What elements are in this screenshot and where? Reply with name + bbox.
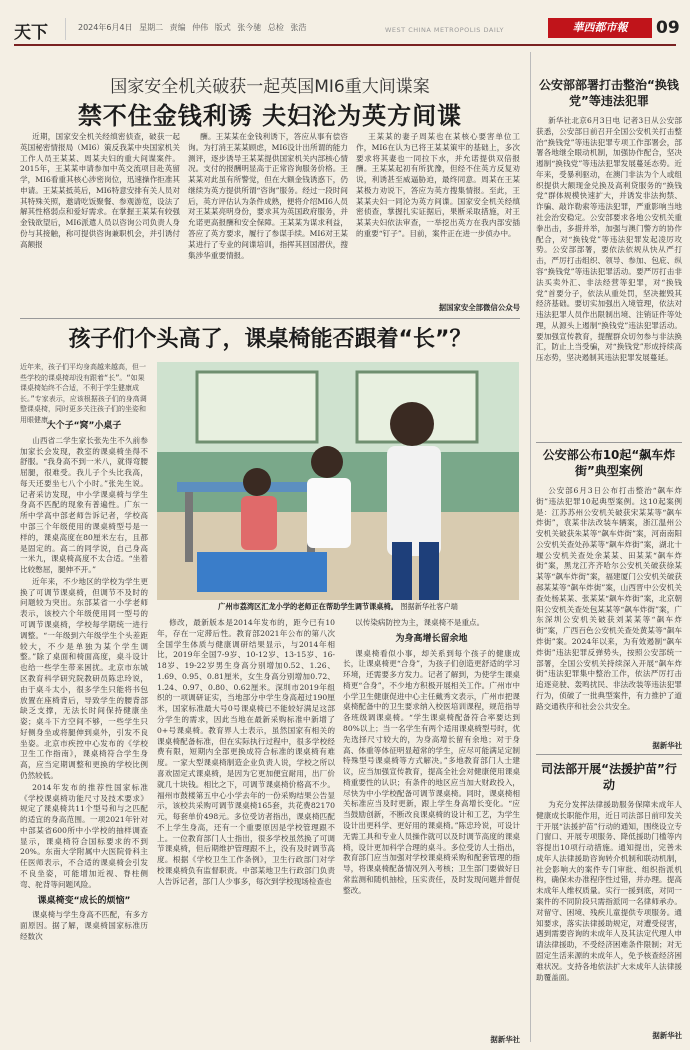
article1-kicker: 国家安全机关破获一起英国MI6重大间谍案 [110, 77, 430, 97]
date: 2024年6月4日 [78, 23, 133, 32]
article1-source: 据国家安全部微信公众号 [438, 303, 520, 312]
right-article-3-source: 据新华社 [652, 1031, 682, 1040]
article1-headline: 禁不住金钱利诱 夫妇沦为英方间谍 [77, 102, 463, 130]
article2-subhead-3: 为身高增长留余地 [395, 633, 468, 644]
header-info [78, 22, 306, 33]
weekday: 星期二 [139, 23, 164, 32]
photo-credit: 图据新华社客户端 [400, 602, 458, 611]
article2-headline: 孩子们个头高了，课桌椅能否跟着“长”？ [68, 327, 472, 352]
right-headline-2: 公安部公布10起“飙车炸街”典型案例 [542, 448, 676, 478]
article2-column-3: 以传染病防控为主，课桌椅不是重点。 为身高增长留余地 课桌椅看似小事，却关系到每个孩子的健康成长，让课桌椅更“合身”，为孩子们创造更舒适的学习环境，还需要多方发力。记者了解到，为使学生课桌椅更“合身”，不少地方积极开展相关工作。广州市中小学卫生健康促进中心主任戴秀文表示，广州市把课桌椅配备中的卫生要求纳入校医培训课程，规范指导各班级调课桌椅。“学生课桌椅配备符合率要达到80%以上；当一名学生有两个适用课桌椅型号时，优先选择尺寸较大的，为身高增长留有余地；对于身高、体重等体征明显超常的学生，应尽可能满足定制特殊型号课桌椅等方式解决。”多地教育部门人士建议，应当加强宣传教育，提高全社会对健康使用课桌椅重要性的认识；有条件的地区应当加大财政投入，尽快为中小学校配备可调节课桌椅。同时，课桌椅相关标准应当及时更新，跟上学生身高增长变化。“应当鼓励创新，不断改良课桌椅的设计和工艺，为学生设计出更科学、更好用的课桌椅。”陈忠玲说，可设计无需工具和专业人员操作就可以及时调节高度的课桌椅，设计更加科学合理的桌斗。多位受访人士指出，教育部门应当加强对学校课桌椅采购和配套管理的指导，将课桌椅配备情况列入考核；卫生部门要做好日常监测和随机抽检，压实责任，及时发现问题并督促整改。 [343, 618, 520, 895]
right-article-3: 为充分发挥法律援助服务保障未成年人健康成长职能作用，近日司法部日前印发关于开展“法援护苗”行动的通知，围绕设立专门窗口、开展专项服务、降低援助门槛等内容提出10项行动措施。通知提出，完善未成年人法律援助咨询转介机制和联动机制，社会影响大的案件专门审批、组织指派机构，确保未办准程序性过错，并办理。提高未成年人维权质量。实行一援到底，对同一案件的不同阶段只需指派同一名律师承办。对留守、困境、残疾儿童提供专项服务。通知要求，落实法律援助规定，对遭受侵害，遇到需要咨询的未成年人及其法定代理人申请法律援助，不受经济困难条件限制；对无固定生活来源的未成年人，免予核查经济困难状况。支持各地依法扩大未成年人法律援助覆盖面。 [536, 800, 682, 982]
header-rule [14, 44, 676, 46]
article2-column-1: 大个子“窝”小桌子 山西省二学生家长张先生不久前参加家长会发现，教室的课桌椅坐得不舒服。“我身高不到一米八，就得弯腰屈腿，很难受。我儿子个头比我高，每天还要坐七八个小时。”张先生说。记者采访发现，中小学课桌椅与学生身高不匹配的现象有普遍性。广东一所中学高中部老师告诉记者，学校高中部三个年级使用的课桌椅型号是一样的，课桌高度在80厘米左右，且都是固定的。高二的同学说，自己身高一米九，课桌椅高度不太合适。“坐着比较憋屈，腿伸不开。” 近年来，不少地区的学校为学生更换了可调节课桌椅，但调节不及时的问题较为突出。东部某省一小学老师表示，该校六个年级使用同一型号的可调节课桌椅，学校每学期统一进行调整。“一年级到六年级学生个头差距较大，不少是单独为某个学生调整。”除了桌面和椅面高度，桌斗设计也给一些学生带来困扰。北京市东城区教育科学研究院教研员陈忠玲说，由于桌斗太小，很多学生只能将书包放置在座椅背后，导致学生的腰背部缺乏支撑，无法长时间保持健康坐姿；桌斗下方空间不够，一些学生只好侧身坐或将腿伸到桌外，引发不良坐姿。北京市疾控中心发布的《学校卫生工作指南》，课桌椅符合学生身高，应当定期调整和更换的学校比例仍然较低。 2014年发布的推荐性国家标准《学校课桌椅功能尺寸及技术要求》规定了课桌椅共11个型号和与之匹配的适宜的身高范围。一项2021年针对中部某省600所中小学校的抽样调查显示，课桌椅符合国标要求的不到20%。东南大学附属中大医院骨科主任医师表示，不合适的课桌椅会引发不良坐姿，可能增加近视、脊柱侧弯、驼背等问题风险。 课桌椅变“成长的烦恼” 课桌椅与学生身高不匹配，有多方面原因。据了解，课桌椅国家标准历经数次 [20, 421, 148, 941]
column-rule [530, 52, 531, 1042]
photo-caption [157, 602, 519, 612]
divider [536, 754, 682, 755]
right-headline-1: 公安部部署打击整治“换钱党”等违法犯罪 [539, 78, 679, 108]
article1-column-1: 近期，国家安全机关经缜密侦查，破获一起英国秘密情报局（MI6）策反我某中央国家机关工作人员王某某、周某夫妇的重大间谍案件。2015年，王某某申请参加中英交流项目赴英留学，MI6看重其核心涉密岗位，迅速操作拒准其申请。王某某抵英后，MI6特意安排有关人员对其特殊关照，邀请吃饭聚餐、参观游览，设法了解其性格弱点和爱好需求。在掌握王某某有较强金钱欲望后，MI6派遣人员以咨询公司负责人身份与其接触，称可提供咨询兼职机会，并引诱付高额报 [20, 132, 180, 249]
article2-lead: 近年来，孩子们平均身高越来越高，但一些学校的课桌椅却没有跟着“长”。“如果课桌椅始终不合适，不利于学生健康成长。”专家表示，应该根据孩子们的身高调整课桌椅，同时更多关注孩子们的坐姿和用眼健康。 [20, 363, 147, 424]
classroom-photo [157, 362, 519, 600]
article2-subhead-2: 课桌椅变“成长的烦恼” [37, 895, 131, 906]
proof-editor: 总检 张浩 [267, 23, 307, 32]
newspaper-logo: 華西都市報 [548, 18, 652, 38]
divider [20, 318, 520, 319]
section-name: 天下 [14, 18, 66, 40]
right-article-1: 新华社北京6月3日电 记者3日从公安部获悉，公安部日前召开全国公安机关打击整治“换钱党”等违法犯罪专项工作部署会，部署各地继全眼动机制，加强协作配合，坚决遏制“换钱党”等违法犯罪发展蔓延态势。近年来，受暴利驱动，在澳门非法为个人或组织提供大额现金兑换及高利贷服务的“换钱党”群体规模快速扩大，并诱发非法拘禁、诈骗、敲诈勒索等违法犯罪，严重影响当地社会治安稳定。公安部要求各地公安机关重拳出击，多措并举，加强与澳门警方的协作配合，对“换钱党”等违法犯罪发起凌厉攻势。公安部部署，要依法依规从快从严打击，严厉打击组织、领导、参加、包庇、纵容“换钱党”等违法犯罪活动。要严厉打击非法买卖外汇、非法经营等犯罪，对“换钱党”首要分子，依法从重处罚，坚决摧毁其经济基础。要切实加强出入境管理，依法对违法犯罪人员作出限制出境、注销证件等处理，从源头上遏制“换钱党”违法犯罪活动。要加强宣传教育，提醒群众切勿参与非法换汇，防止上当受骗，对“换钱党”形成持续高压态势，坚决遏制其违法犯罪发展蔓延。 [536, 116, 682, 363]
article2-subhead-1: 大个子“窝”小桌子 [46, 421, 122, 431]
article1-column-2: 酬。王某某在金钱利诱下，答应从事有偿咨询。为打消王某某顾虑，MI6设计出所谓的能力测评，逐步诱导王某某提供国家机关内部核心情况。支付的报酬明显高于正常咨询服务价格。王某某对此虽有所警觉，但在大额金钱诱惑下，仍继续为英方提供所谓“咨询”服务。经过一段时间后，英方评估认为条件成熟，便将介绍MI6人员对王某某亮明身份，要求其为英国政府服务，并允诺更高报酬和安全保障。王某某为谋求利益，答应了英方要求，履行了参谋手续。MI6对王某某进行了专业的间谍培训，指挥其回国潜伏，搜集涉华重要情报。 [188, 132, 348, 260]
layout-editor: 版式 张今驰 [214, 23, 262, 32]
article2-source: 据新华社 [490, 1035, 520, 1044]
right-article-2-source: 据新华社 [652, 741, 682, 750]
article2-column-2: 修改，最新版本是2014年发布的，距今已有10年，存在一定滞后性。教育部2021年公布的第八次全国学生体质与健康调研结果显示，与2014年相比，2019年全国7-9岁、10-12岁、13-15岁、16-18岁、19-22岁男生身高分别增加0.52、1.26、1.69、0.95、0.81厘米，女生身高分别增加0.72、1.24、0.97、0.80、0.62厘米。深圳市2019年组织的一项调研证实，当地部分中学生身高超过190厘米，国家标准最大号0号课桌椅已不能较好满足这部分学生的需求，因此当地在最新采购标准中新增了0+号课桌椅。教育界人士表示，虽然国家有相关的课桌椅配备标准，但在实际执行过程中，很多学校经费有限，短期内全部更换成符合标准的课桌椅有难度。一家大型课桌椅制造企业负责人说，学校之所以喜欢固定式课桌椅，是因为它更加便宜耐用，出厂价就几十块钱。相比之下，可调节课桌椅价格高不少。福州市鼓楼第五中心小学去年的一份采购结果公告显示，该校共采购可调节课桌椅165套，共花费82170元，每套单价498元。多位受访者指出，课桌椅匹配不上学生身高，还有一个重要原因是学校管理跟不上。一位教育部门人士指出，很多学校虽然换了可调节课桌椅，但后期维护管理跟不上，没有及时调节高度。根据《学校卫生工作条例》，卫生行政部门对学校课桌椅负有监督职责。中部某地卫生行政部门负责人告诉记者，部门人少事多，每次到学校现场检查也 [157, 618, 335, 886]
masthead [0, 0, 690, 46]
caption-text: 广州市荔湾区汇龙小学的老师正在帮助学生调节课桌椅。 [218, 602, 398, 611]
divider [536, 442, 682, 443]
article1-column-3: 王某某的妻子周某也在某核心要害单位工作，MI6在认为已将王某某策牢的基础上，多次要求将其妻也一同拉下水，并允诺提供双倍报酬。王某某起初有所犹豫，但经不住英方反复劝说，利诱甚至威逼胁迫，最终同意。周某在王某某极力劝说下，答应为英方搜集情报。至此，王某某夫妇一同沦为英方间谍。国家安全机关经缜密侦查，掌握扎实证据后，果断采取措施，对王某某夫妇依法审查，一举挖出英方在我内部安插的重要“钉子”。目前，案件正在进一步侦办中。 [356, 132, 520, 239]
page-number: 09 [656, 18, 680, 38]
right-headline-3: 司法部开展“法援护苗”行动 [541, 762, 677, 792]
english-name: WEST CHINA METROPOLIS DAILY [385, 26, 504, 34]
editor: 责编 仲伟 [169, 23, 209, 32]
right-article-2: 公安部6月3日公布打击整治“飙车炸街”违法犯罪10起典型案例。这10起案例是：江苏苏州公安机关破获宋某某等“飙车炸街”，袁某非法改装车辆案，浙江温州公安机关破获朱某等“飙车炸街”案，河南南阳公安机关查处孙某等“飙车炸街”案，湖北十堰公安机关查处余某某、田某某“飙车炸街”案，黑龙江齐齐哈尔公安机关破获徐某某等“飙车炸街”案，福建厦门公安机关破获郝某某等“飙车炸街”案，山西晋中公安机关查处杨某某、张某某“飙车炸街”案，北京朝阳公安机关查处包某某等“飙车炸街”案，广东深圳公安机关破获刘某某等“飙车炸街”案，广西百色公安机关查处黄某等“飙车炸街”案。2024年以来，为有效遏制“飙车炸街”违法犯罪反弹势头，按照公安部统一部署，全国公安机关持续深入开展“飙车炸街”违法犯罪集中整治工作，依法严厉打击追逐竞驶、轰鸣扰民、非法改装等违法犯罪行为，侦破了一批典型案件，有力推护了道路交通秩序和社会公共安全。 [536, 486, 682, 711]
